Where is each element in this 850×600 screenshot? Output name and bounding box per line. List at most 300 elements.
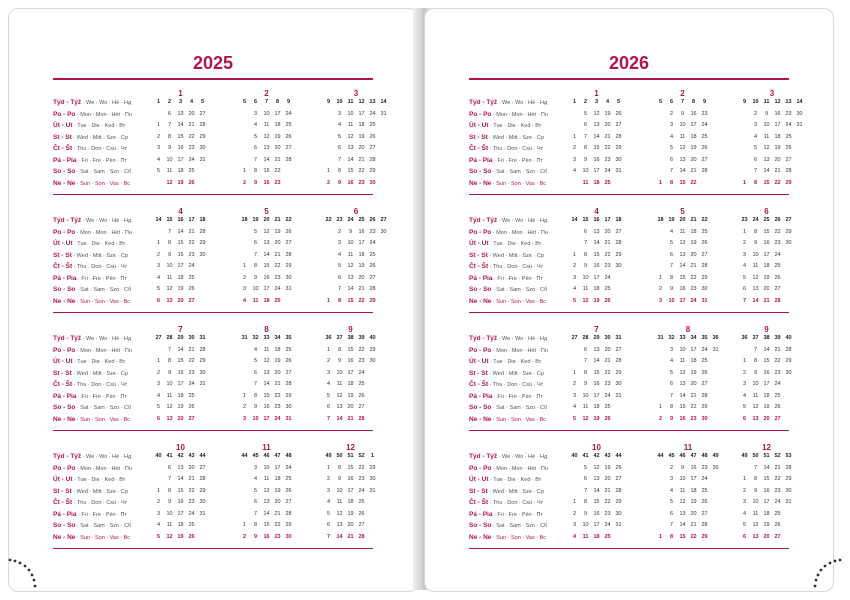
day-cell: 27 [785,156,792,163]
day-cell: 10 [336,487,343,494]
day-cell: 26 [285,228,292,235]
day-cell: 26 [188,533,195,540]
month-number: 11 [683,443,693,452]
week-number: 29 [593,335,600,341]
day-cell: 22 [774,358,781,364]
week-number: 15 [166,217,173,223]
day-cell: 5 [753,145,758,151]
day-cell: 17 [274,110,281,117]
day-cell: 21 [690,263,697,269]
day-cell: 30 [615,510,622,517]
day-cell: 17 [263,286,270,292]
day-cell: 16 [593,381,600,387]
day-cell: 4 [253,122,258,128]
day-cell: 3 [753,122,758,128]
day-cell: 28 [774,297,781,304]
day-cell: 28 [285,510,292,517]
right-page [424,8,834,592]
day-cell: 26 [701,240,708,246]
day-cell: 24 [285,110,292,117]
row-label-long: · Sun · Son · Vas · Вс [75,298,131,305]
day-cell: 20 [347,404,354,410]
day-cell: 19 [177,179,184,186]
day-cell: 22 [358,168,365,174]
day-cell: 12 [166,286,173,292]
decorative-dots-right [802,552,842,592]
week-number: 1 [156,99,161,105]
day-cell: 2 [658,415,663,422]
month-number: 4 [178,207,183,216]
day-cell: 28 [701,263,708,269]
day-cell: 25 [358,381,365,387]
day-cell: 4 [572,168,577,174]
day-cell: 2 [337,228,342,235]
day-cell: 15 [347,168,354,174]
row-label-long: · Thu · Don · Csü · Чт [488,264,544,270]
day-cell: 24 [690,297,697,304]
day-cell: 27 [199,110,206,117]
day-cell: 8 [753,358,758,364]
day-cell: 21 [347,415,354,422]
row-label-long: · We · Wo · Hé · Нд [497,454,548,460]
month-number: 7 [178,325,183,334]
day-cell: 28 [615,487,622,494]
day-cell: 5 [572,297,577,304]
day-cell: 30 [369,179,376,186]
row-label-long: · Wed · Mitt · Sze · Ср [71,252,128,259]
day-cell: 25 [188,522,195,528]
row-label [469,465,548,472]
row-label [469,217,547,224]
month-number: 3 [769,89,775,98]
day-cell: 25 [701,358,708,364]
month-number: 2 [264,89,269,98]
day-cell: 19 [177,404,184,410]
day-cell: 8 [583,251,588,258]
row-label-short: Út - Ut [53,122,73,129]
quarter-1 [53,83,387,195]
day-cell: 15 [679,274,686,281]
day-cell: 12 [593,110,600,117]
week-number: 37 [336,335,343,341]
day-cell: 10 [668,297,675,304]
day-cell: 13 [166,415,173,422]
day-cell: 17 [690,346,697,353]
week-number: 35 [285,335,292,341]
week-number: 2 [167,99,172,105]
day-cell: 18 [763,392,770,399]
week-number: 31 [199,335,206,341]
day-cell: 2 [742,240,747,246]
day-cell: 9 [669,286,674,292]
day-cell: 27 [285,369,292,376]
day-cell: 25 [701,487,708,494]
day-cell: 20 [177,415,184,422]
day-cell: 17 [690,122,697,128]
row-label [53,404,131,411]
day-cell: 16 [347,179,354,186]
day-cell: 17 [263,415,270,422]
quarter-2 [53,201,387,313]
quarter-2 [469,201,792,313]
day-cell: 16 [763,487,770,494]
day-cell: 5 [572,415,577,422]
day-cell: 4 [253,476,258,482]
day-cell: 15 [347,464,354,471]
day-cell: 17 [690,476,697,482]
day-cell: 3 [572,522,577,528]
day-cell: 26 [785,145,792,151]
day-cell: 7 [753,346,758,353]
day-cell: 17 [358,110,365,117]
day-cell: 23 [604,156,611,163]
day-cell: 13 [593,476,600,482]
day-cell: 29 [285,392,292,399]
day-cell: 21 [763,297,770,304]
day-cell: 13 [177,464,184,471]
month-number: 6 [764,207,769,216]
row-label-long: · Mon · Mon · Hét · Пн [491,229,548,236]
day-cell: 10 [347,240,354,246]
day-cell: 14 [177,346,184,353]
day-cell: 23 [274,274,281,281]
row-label-short: Ne - Ne [469,297,492,305]
day-cell: 16 [679,286,686,292]
day-cell: 2 [242,274,247,281]
day-cell: 9 [253,404,258,410]
day-cell: 28 [285,156,292,163]
row-label-short: Ne - Ne [469,415,492,423]
day-cell: 27 [615,346,622,353]
week-number: 31 [657,335,664,341]
day-cell: 16 [774,110,781,117]
row-label-short: Čt - Št [469,381,489,388]
day-cell: 11 [679,228,686,235]
day-cell: 30 [199,251,206,258]
day-cell: 5 [669,369,674,376]
day-cell: 28 [701,522,708,528]
day-cell: 5 [669,499,674,505]
day-cell: 1 [242,168,247,174]
row-label [53,157,127,164]
day-cell: 21 [274,381,281,387]
day-cell: 30 [796,110,803,117]
day-cell: 12 [763,145,770,151]
day-cell: 17 [177,381,184,387]
row-label-short: St - St [469,133,488,141]
day-cell: 8 [669,274,674,281]
week-number: 9 [326,99,331,105]
day-cell: 3 [669,122,674,128]
day-cell: 11 [263,122,270,128]
day-cell: 5 [326,510,331,517]
week-number: 17 [188,217,195,223]
week-number: 23 [336,217,343,223]
row-label-long: · We · Wo · Hé · Нд [81,218,132,224]
day-cell: 4 [326,499,331,505]
day-cell: 2 [156,133,161,140]
week-number: 22 [285,217,292,223]
day-cell: 4 [572,286,577,292]
row-label-short: Pá - Pia [53,510,77,518]
day-cell: 14 [347,286,354,292]
row-label-long: · Sun · Son · Vas · Вс [75,534,131,541]
day-cell: 13 [679,510,686,517]
week-number: 1 [370,453,375,459]
day-cell: 14 [263,156,270,163]
day-cell: 26 [188,286,195,292]
row-label-short: Pá - Pia [469,510,493,518]
day-cell: 15 [177,133,184,140]
day-cell: 13 [593,122,600,128]
day-cell: 9 [680,110,685,117]
day-cell: 4 [669,133,674,140]
day-cell: 25 [774,263,781,269]
week-number: 38 [347,335,354,341]
day-cell: 13 [263,499,270,505]
row-label-short: Ne - Ne [469,533,492,541]
row-label [53,393,127,400]
row-label [53,511,127,518]
row-label-short: Pá - Pia [53,274,77,282]
day-cell: 24 [774,381,781,387]
day-cell: 6 [253,240,258,246]
month-number: 12 [346,443,355,452]
day-cell: 6 [156,415,161,422]
day-cell: 16 [763,369,770,376]
quarter-1 [469,83,803,195]
week-number: 42 [177,453,184,459]
day-cell: 12 [679,240,686,246]
row-label-short: St - St [53,369,72,377]
day-cell: 19 [274,133,281,140]
day-cell: 26 [188,179,195,186]
day-cell: 15 [679,533,686,540]
day-cell: 27 [701,381,708,387]
day-cell: 17 [593,168,600,174]
row-label [53,275,127,282]
day-cell: 23 [274,404,281,410]
week-number: 14 [380,99,387,105]
day-cell: 2 [242,404,247,410]
day-cell: 10 [582,392,589,399]
day-cell: 20 [274,240,281,246]
day-cell: 30 [285,404,292,410]
day-cell: 20 [690,381,697,387]
day-cell: 19 [274,358,281,364]
row-label-long: · Mon · Mon · Hét · Пн [75,111,132,118]
day-cell: 2 [242,179,247,186]
day-cell: 2 [156,369,161,376]
day-cell: 23 [701,110,708,117]
day-cell: 30 [701,286,708,292]
day-cell: 20 [188,464,195,471]
year-rule [469,78,789,80]
day-cell: 11 [679,358,686,364]
day-cell: 27 [701,251,708,258]
day-cell: 1 [658,274,663,281]
row-label [469,499,543,506]
day-cell: 3 [669,476,674,482]
day-cell: 19 [763,522,770,528]
day-cell: 4 [156,274,161,281]
day-cell: 2 [572,381,577,387]
row-label-long: · Wed · Mitt · Sze · Ср [71,488,128,495]
row-label [469,122,541,129]
day-cell: 16 [593,156,600,163]
row-label-long: · Tue · Die · Ked · Вт [488,477,542,483]
row-label [469,404,547,411]
day-cell: 6 [253,499,258,505]
day-cell: 13 [752,286,759,292]
day-cell: 13 [593,228,600,235]
week-number: 8 [691,99,696,105]
row-label [53,298,130,305]
week-number: 49 [325,453,332,459]
day-cell: 24 [774,499,781,505]
day-cell: 5 [583,464,588,471]
day-cell: 10 [166,510,173,517]
quarter-rule [469,194,789,195]
day-cell: 10 [679,122,686,128]
day-cell: 8 [253,263,258,269]
week-number: 35 [701,335,708,341]
row-label [469,252,544,259]
week-number: 18 [615,217,622,223]
day-cell: 5 [253,133,258,140]
day-cell: 15 [177,487,184,494]
day-cell: 29 [369,297,376,304]
month-number: 11 [262,443,271,452]
day-cell: 10 [166,156,173,163]
day-cell: 6 [167,110,172,117]
day-cell: 17 [593,392,600,399]
week-number: 21 [690,217,697,223]
day-cell: 19 [690,369,697,376]
row-label-short: St - St [53,251,72,259]
day-cell: 6 [583,476,588,482]
day-cell: 17 [177,263,184,269]
day-cell: 20 [358,145,365,151]
day-cell: 3 [572,392,577,399]
day-cell: 18 [763,263,770,269]
day-cell: 18 [593,179,600,186]
day-cell: 12 [593,464,600,471]
day-cell: 29 [369,346,376,353]
day-cell: 24 [701,122,708,128]
day-cell: 14 [347,156,354,163]
row-label-short: Ne - Ne [53,297,76,305]
day-cell: 24 [358,487,365,494]
day-cell: 6 [253,369,258,376]
day-cell: 8 [337,346,342,353]
day-cell: 11 [752,392,759,399]
week-number: 14 [796,99,803,105]
day-cell: 16 [593,510,600,517]
day-cell: 31 [615,168,622,174]
week-number: 7 [264,99,269,105]
day-cell: 18 [358,122,365,128]
day-cell: 31 [615,392,622,399]
row-label-long: · Fri · Fre · Pén · Пт [492,157,543,164]
day-cell: 11 [679,133,686,140]
day-cell: 21 [604,133,611,140]
day-cell: 16 [358,228,365,235]
row-label [469,99,547,106]
day-cell: 12 [166,179,173,186]
row-label-long: · Mon · Mon · Hét · Пн [75,229,132,236]
day-cell: 22 [604,251,611,258]
month-number: 9 [764,325,769,334]
row-label [53,217,131,224]
day-cell: 14 [336,533,343,540]
row-label-short: Čt - Št [469,263,489,270]
row-label-short: Týd - Týž [53,217,82,224]
week-number: 5 [658,99,663,105]
day-cell: 6 [742,415,747,422]
week-number: 19 [252,217,259,223]
day-cell: 6 [583,228,588,235]
day-cell: 14 [263,510,270,517]
day-cell: 15 [763,358,770,364]
day-cell: 22 [358,346,365,353]
day-cell: 6 [669,510,674,517]
day-cell: 23 [358,358,365,364]
day-cell: 28 [369,156,376,163]
day-cell: 20 [690,251,697,258]
day-cell: 15 [763,476,770,482]
day-cell: 16 [347,358,354,364]
day-cell: 9 [680,464,685,471]
row-label-long: · Fri · Fre · Pén · Пт [76,157,127,164]
day-cell: 3 [669,346,674,353]
month-number: 1 [594,89,599,98]
day-cell: 29 [285,263,292,269]
week-number: 45 [668,453,675,459]
day-cell: 21 [358,286,365,292]
row-label [53,286,131,293]
day-cell: 26 [701,499,708,505]
month-number: 5 [264,207,269,216]
month-number: 1 [178,89,183,98]
week-number: 51 [347,453,354,459]
day-cell: 30 [712,464,719,471]
row-label [469,534,546,541]
row-label [53,370,128,377]
day-cell: 7 [167,228,172,235]
day-cell: 5 [742,522,747,528]
day-cell: 23 [774,369,781,376]
day-cell: 15 [347,346,354,353]
day-cell: 22 [690,404,697,410]
day-cell: 11 [752,510,759,517]
day-cell: 2 [572,263,577,269]
day-cell: 30 [199,369,206,376]
day-cell: 8 [583,369,588,376]
day-cell: 13 [263,145,270,151]
day-cell: 21 [774,168,781,174]
day-cell: 1 [242,392,247,399]
day-cell: 18 [347,381,354,387]
row-label-long: · Sat · Sam · Szo · Сб [75,405,132,411]
day-cell: 23 [774,487,781,494]
day-cell: 1 [658,404,663,410]
day-cell: 3 [572,274,577,281]
month-number: 8 [264,325,269,334]
day-cell: 9 [253,274,258,281]
day-cell: 7 [583,487,588,494]
day-cell: 5 [583,110,588,117]
